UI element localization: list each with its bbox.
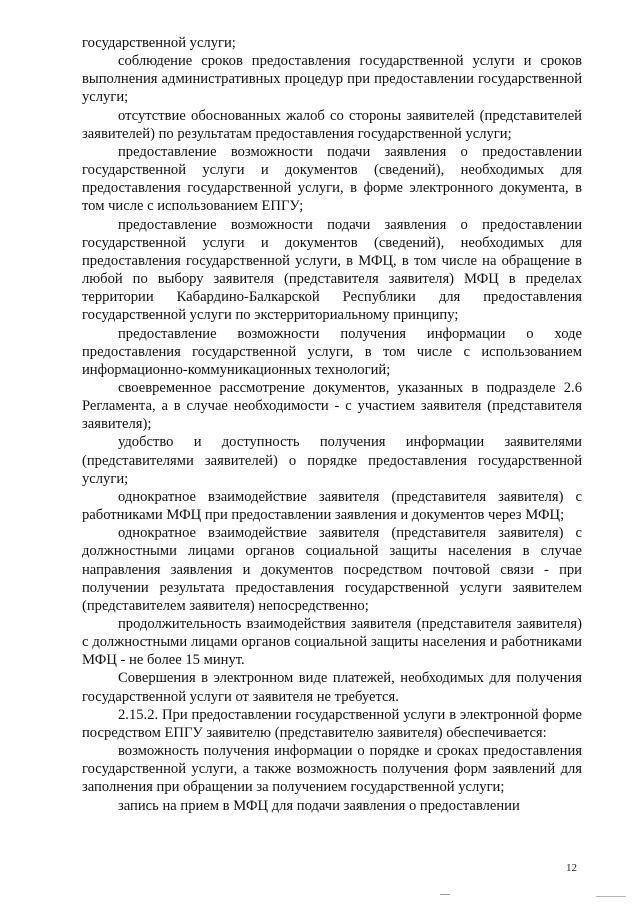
paragraph-3: отсутствие обоснованных жалоб со стороны заявителей (представителей заявителей) по результатам предоставления государственной услуги;: [82, 107, 582, 142]
paragraph-11: продолжительность взаимодействия заявителя (представителя заявителя) с должностными лицами органов социальной защиты населения и работниками МФЦ - не более 15 минут.: [82, 616, 582, 669]
paragraph-12: Совершения в электронном виде платежей, необходимых для получения государственной услуги от заявителя не требуется.: [82, 670, 582, 705]
paragraph-7: своевременное рассмотрение документов, указанных в подразделе 2.6 Регламента, а в случае необходимости - с участием заявителя (представителя заявителя);: [82, 379, 582, 433]
paragraph-14: возможность получения информации о порядке и сроках предоставления государственной услуги, а также возможность получения форм заявлений для заполнения при обращении за получением государственной услуги;: [82, 743, 582, 796]
paragraph-13: 2.15.2. При предоставлении государственной услуги в электронной форме посредством ЕПГУ заявителю (представителю заявителя) обеспечивается:: [82, 706, 582, 741]
paragraph-10: однократное взаимодействие заявителя (представителя заявителя) с должностными лицами органов социальной защиты населения в случае направления заявления и документов посредством почтовой связи - при получении результата предоставления государственной услуги заявителем (представителем заявителя) непосредственно;: [82, 525, 582, 614]
document-body: [82, 34, 582, 815]
paragraph-8: удобство и доступность получения информации заявителями (представителями заявителей) о порядке предоставления государственной услуги;: [82, 434, 582, 487]
paragraph-4: предоставление возможности подачи заявления о предоставлении государственной услуги и документов (сведений), необходимых для предоставления государственной услуги, в форме электронного документа, в том числе с использованием ЕПГУ;: [82, 143, 582, 215]
paragraph-2: соблюдение сроков предоставления государственной услуги и сроков выполнения административных процедур при предоставлении государственной услуги;: [82, 53, 582, 106]
paragraph-6: предоставление возможности получения информации о ходе предоставления государственной услуги, в том числе с использованием информационно-коммуникационных технологий;: [82, 325, 582, 378]
paragraph-9: однократное взаимодействие заявителя (представителя заявителя) с работниками МФЦ при предоставлении заявления и документов через МФЦ;: [82, 488, 582, 524]
page-number: 12: [566, 862, 577, 874]
paragraph-1: государственной услуги;: [82, 35, 236, 51]
scan-artifact-line: [596, 896, 626, 897]
paragraph-15: запись на прием в МФЦ для подачи заявления о предоставлении: [118, 797, 520, 814]
paragraph-5: предоставление возможности подачи заявления о предоставлении государственной услуги и документов (сведений), необходимых для предоставления государственной услуги, в МФЦ, в том числе на обращение в любой по выбору заявителя (представителя заявителя) МФЦ в пределах территории Кабардино-Балкарской Республики для предоставления государственной услуги по экстерриториальному принципу;: [82, 216, 582, 324]
scan-artifact-line: [440, 894, 450, 895]
